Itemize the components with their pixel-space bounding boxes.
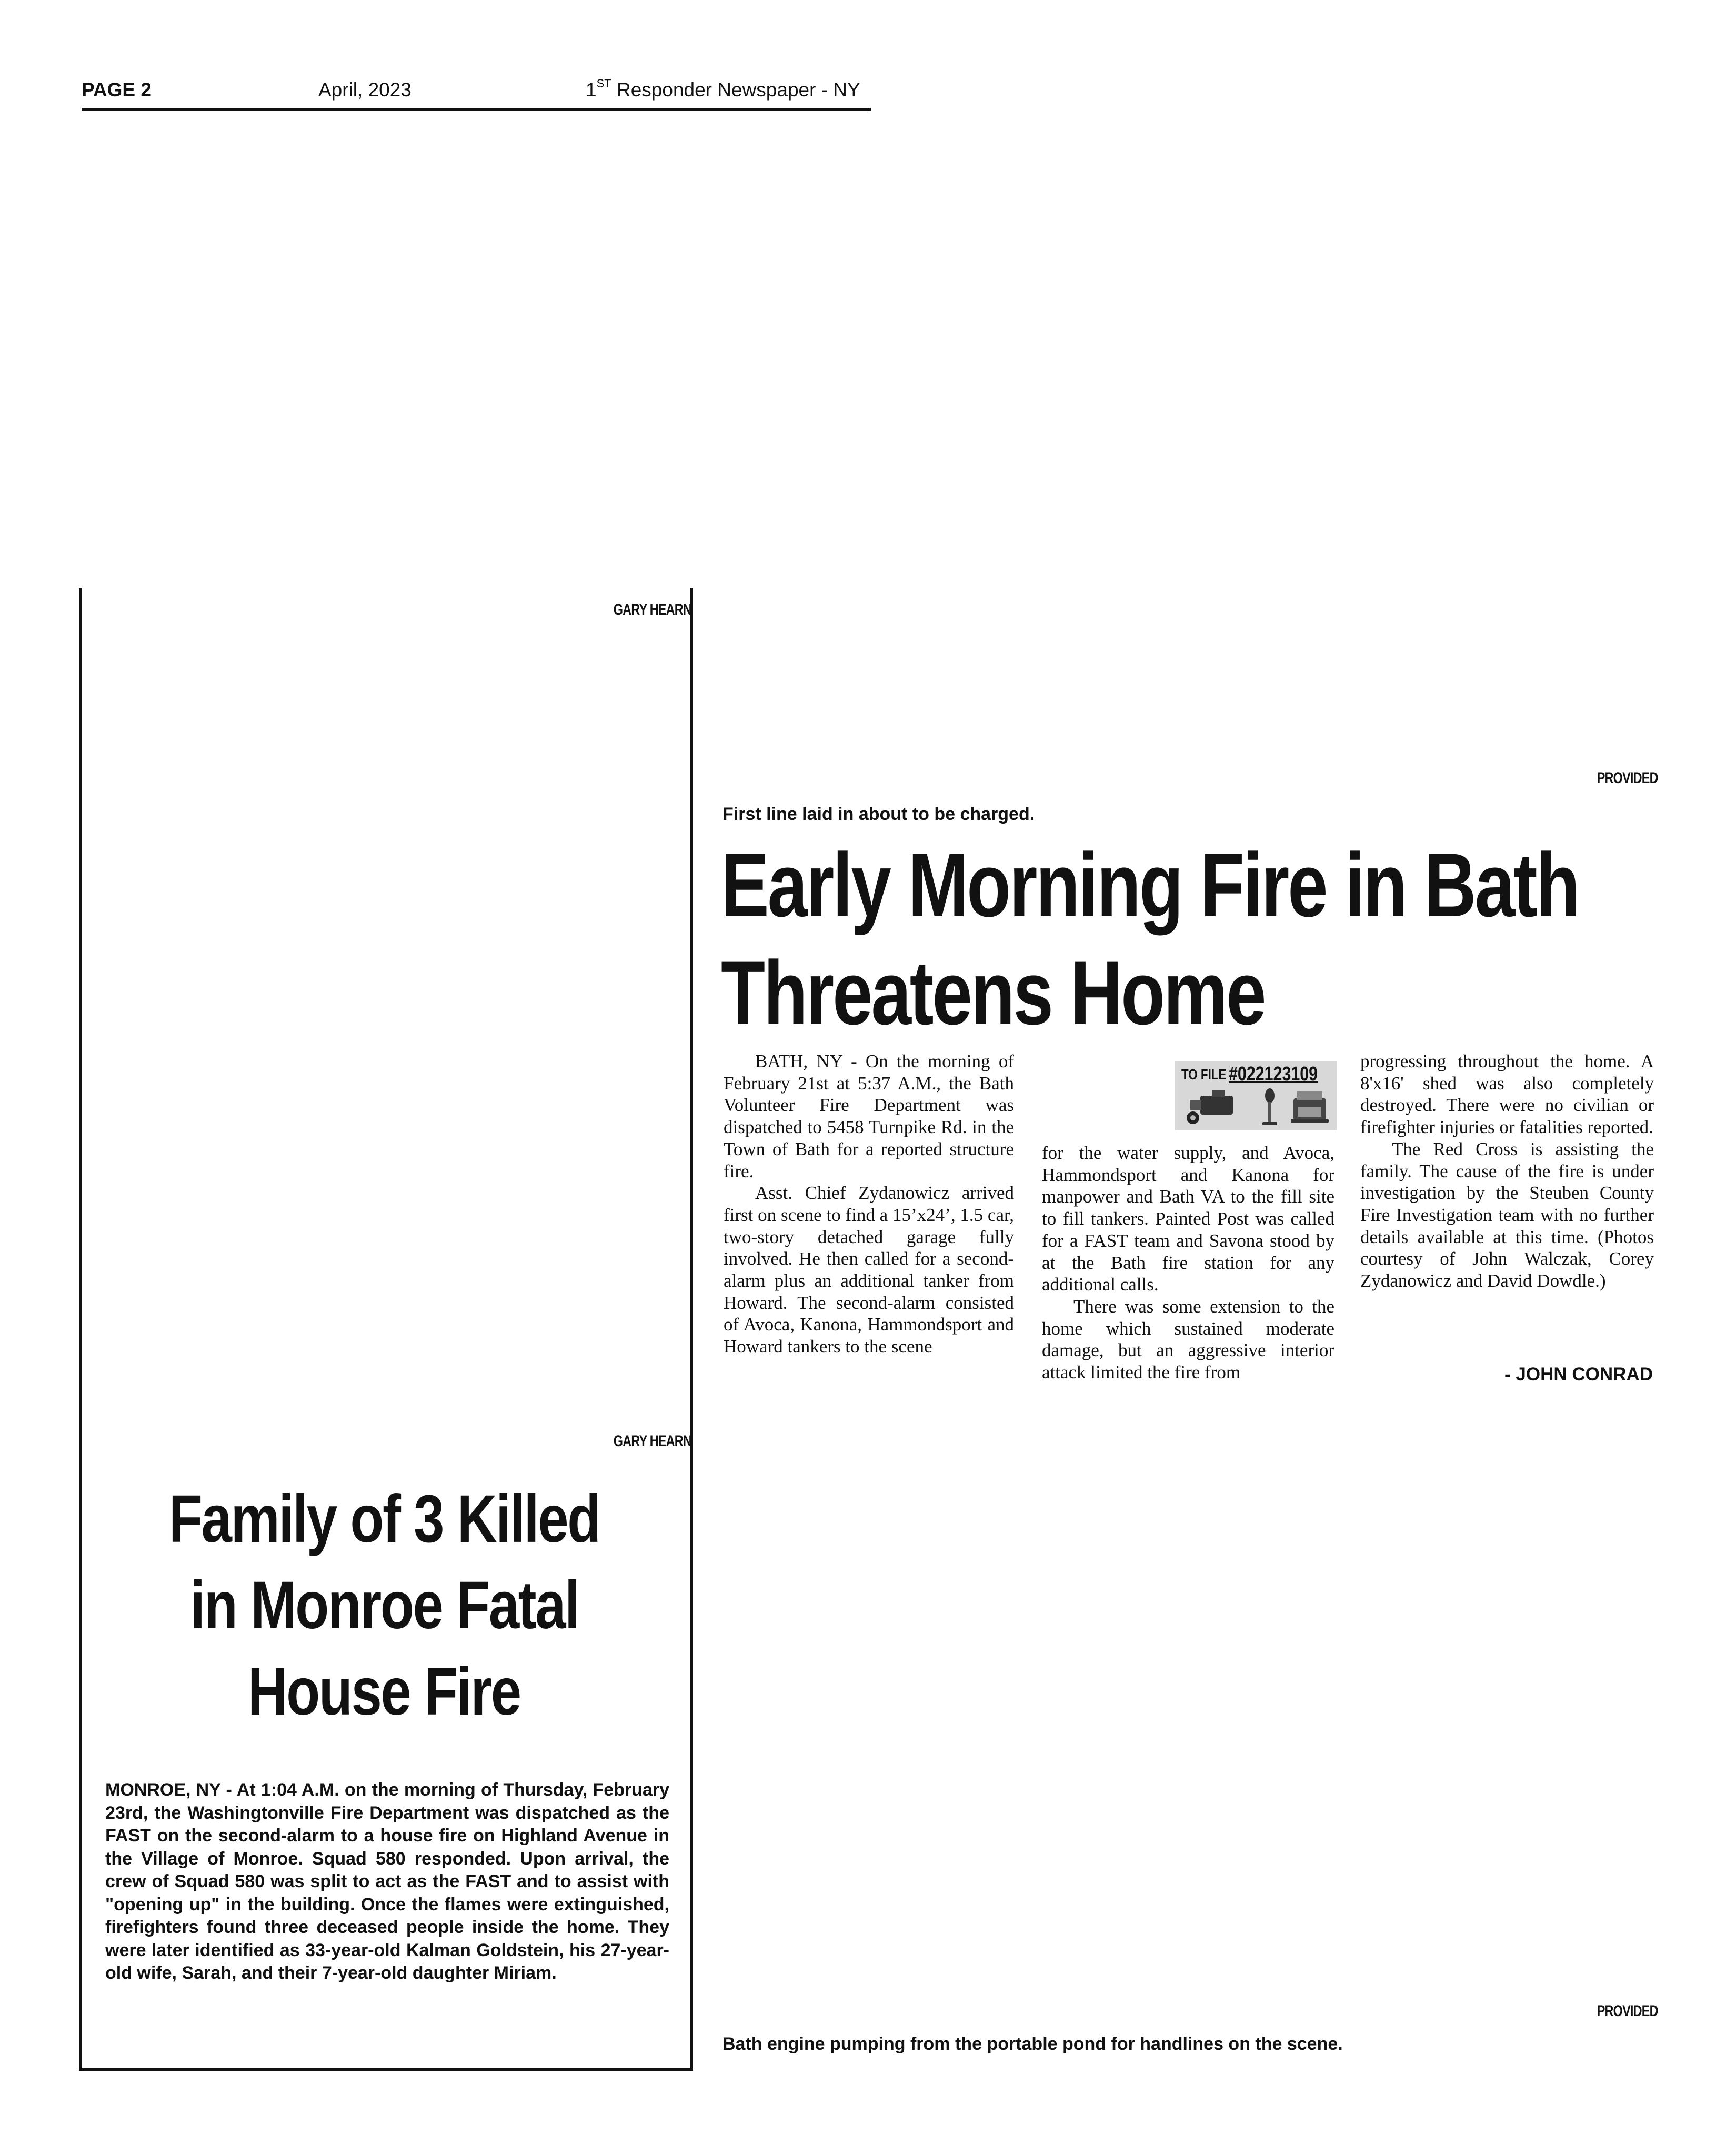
photo-credit-right-top: PROVIDED <box>1597 769 1658 787</box>
article-column-1 <box>724 1050 1014 1358</box>
main-headline <box>721 831 1721 1047</box>
article-paragraph: BATH, NY - On the morning of February 21st at 5:37 A.M., the Bath Volunteer Fire Department was dispatched to 5458 Turnpike Rd. in the Town of Bath for a reported structure fire. <box>724 1051 1014 1181</box>
article-column-2 <box>1042 1142 1334 1384</box>
to-file-label: TO FILE <box>1181 1066 1227 1083</box>
left-headline-line-1: Family of 3 Killed <box>168 1481 600 1557</box>
to-file-badge <box>1175 1061 1337 1130</box>
newspaper-name <box>586 79 860 101</box>
left-headline-line-3: House Fire <box>248 1654 520 1729</box>
header-rule <box>82 108 871 111</box>
main-headline-line-2: Threatens Home <box>721 943 1265 1044</box>
typewriter-icon <box>1291 1091 1329 1123</box>
photo-credit-left-top: GARY HEARN <box>613 601 691 618</box>
article-paragraph: Asst. Chief Zydanowicz arrived first on scene to find a 15’x24’, 1.5 car, two-story detached garage fully involved. He then called for a second-alarm plus an additional tanker from Howard. The second-alarm consisted of Avoca, Kanona, Hammondsport and Howard tankers to the scene <box>724 1183 1014 1357</box>
paper-title: Responder Newspaper - NY <box>616 79 860 101</box>
article-paragraph: There was some extension to the home which sustained moderate damage, but an aggressive interior attack limited the fire from <box>1042 1296 1334 1383</box>
issue-date: April, 2023 <box>318 79 412 101</box>
paper-superscript: ST <box>596 77 611 90</box>
to-file-number: #022123109 <box>1229 1063 1318 1085</box>
left-headline-line-2: in Monroe Fatal <box>189 1568 579 1643</box>
byline: - JOHN CONRAD <box>1504 1364 1653 1385</box>
video-camera-icon <box>1187 1090 1233 1124</box>
article-column-3 <box>1360 1050 1654 1292</box>
article-paragraph: The Red Cross is assisting the family. The cause of the fire is under investigation by the Steuben County Fire Investigation team with no further details available at this time. (Photos courtesy of John Walczak, Corey Zydanowicz and David Dowdle.) <box>1360 1138 1654 1291</box>
main-headline-line-1: Early Morning Fire in Bath <box>721 835 1579 936</box>
left-story-headline <box>100 1476 668 1735</box>
paper-prefix: 1 <box>586 79 597 101</box>
photo-credit-left-bottom: GARY HEARN <box>613 1432 691 1450</box>
page-number: PAGE 2 <box>82 79 152 101</box>
media-icons <box>1186 1086 1333 1128</box>
microphone-icon <box>1262 1088 1277 1125</box>
article-paragraph: progressing throughout the home. A 8'x16' shed was also completely destroyed. There were no civilian or firefighter injuries or fatalities reported. <box>1360 1051 1654 1138</box>
left-story-body: MONROE, NY - At 1:04 A.M. on the morning of Thursday, February 23rd, the Washingtonville Fire Department was dispatched as the FAST on the second-alarm to a house fire on Highland Avenue in the Village of Monroe. Squad 580 responded. Upon arrival, the crew of Squad 580 was split to act as the FAST and to assist with "opening up" in the building. Once the flames were extinguished, firefighters found three deceased people inside the home. They were later identified as 33-year-old Kalman Goldstein, his 27-year-old wife, Sarah, and their 7-year-old daughter Miriam. <box>105 1780 669 1983</box>
photo-caption-bottom: Bath engine pumping from the portable pond for handlines on the scene. <box>723 2034 1343 2054</box>
photo-credit-right-bottom: PROVIDED <box>1597 2002 1658 2020</box>
photo-caption-top: First line laid in about to be charged. <box>723 804 1035 824</box>
article-paragraph: for the water supply, and Avoca, Hammondsport and Kanona for manpower and Bath VA to the fill site to fill tankers. Painted Post was called for a FAST team and Savona stood by at the Bath fire station for any additional calls. <box>1042 1143 1334 1295</box>
